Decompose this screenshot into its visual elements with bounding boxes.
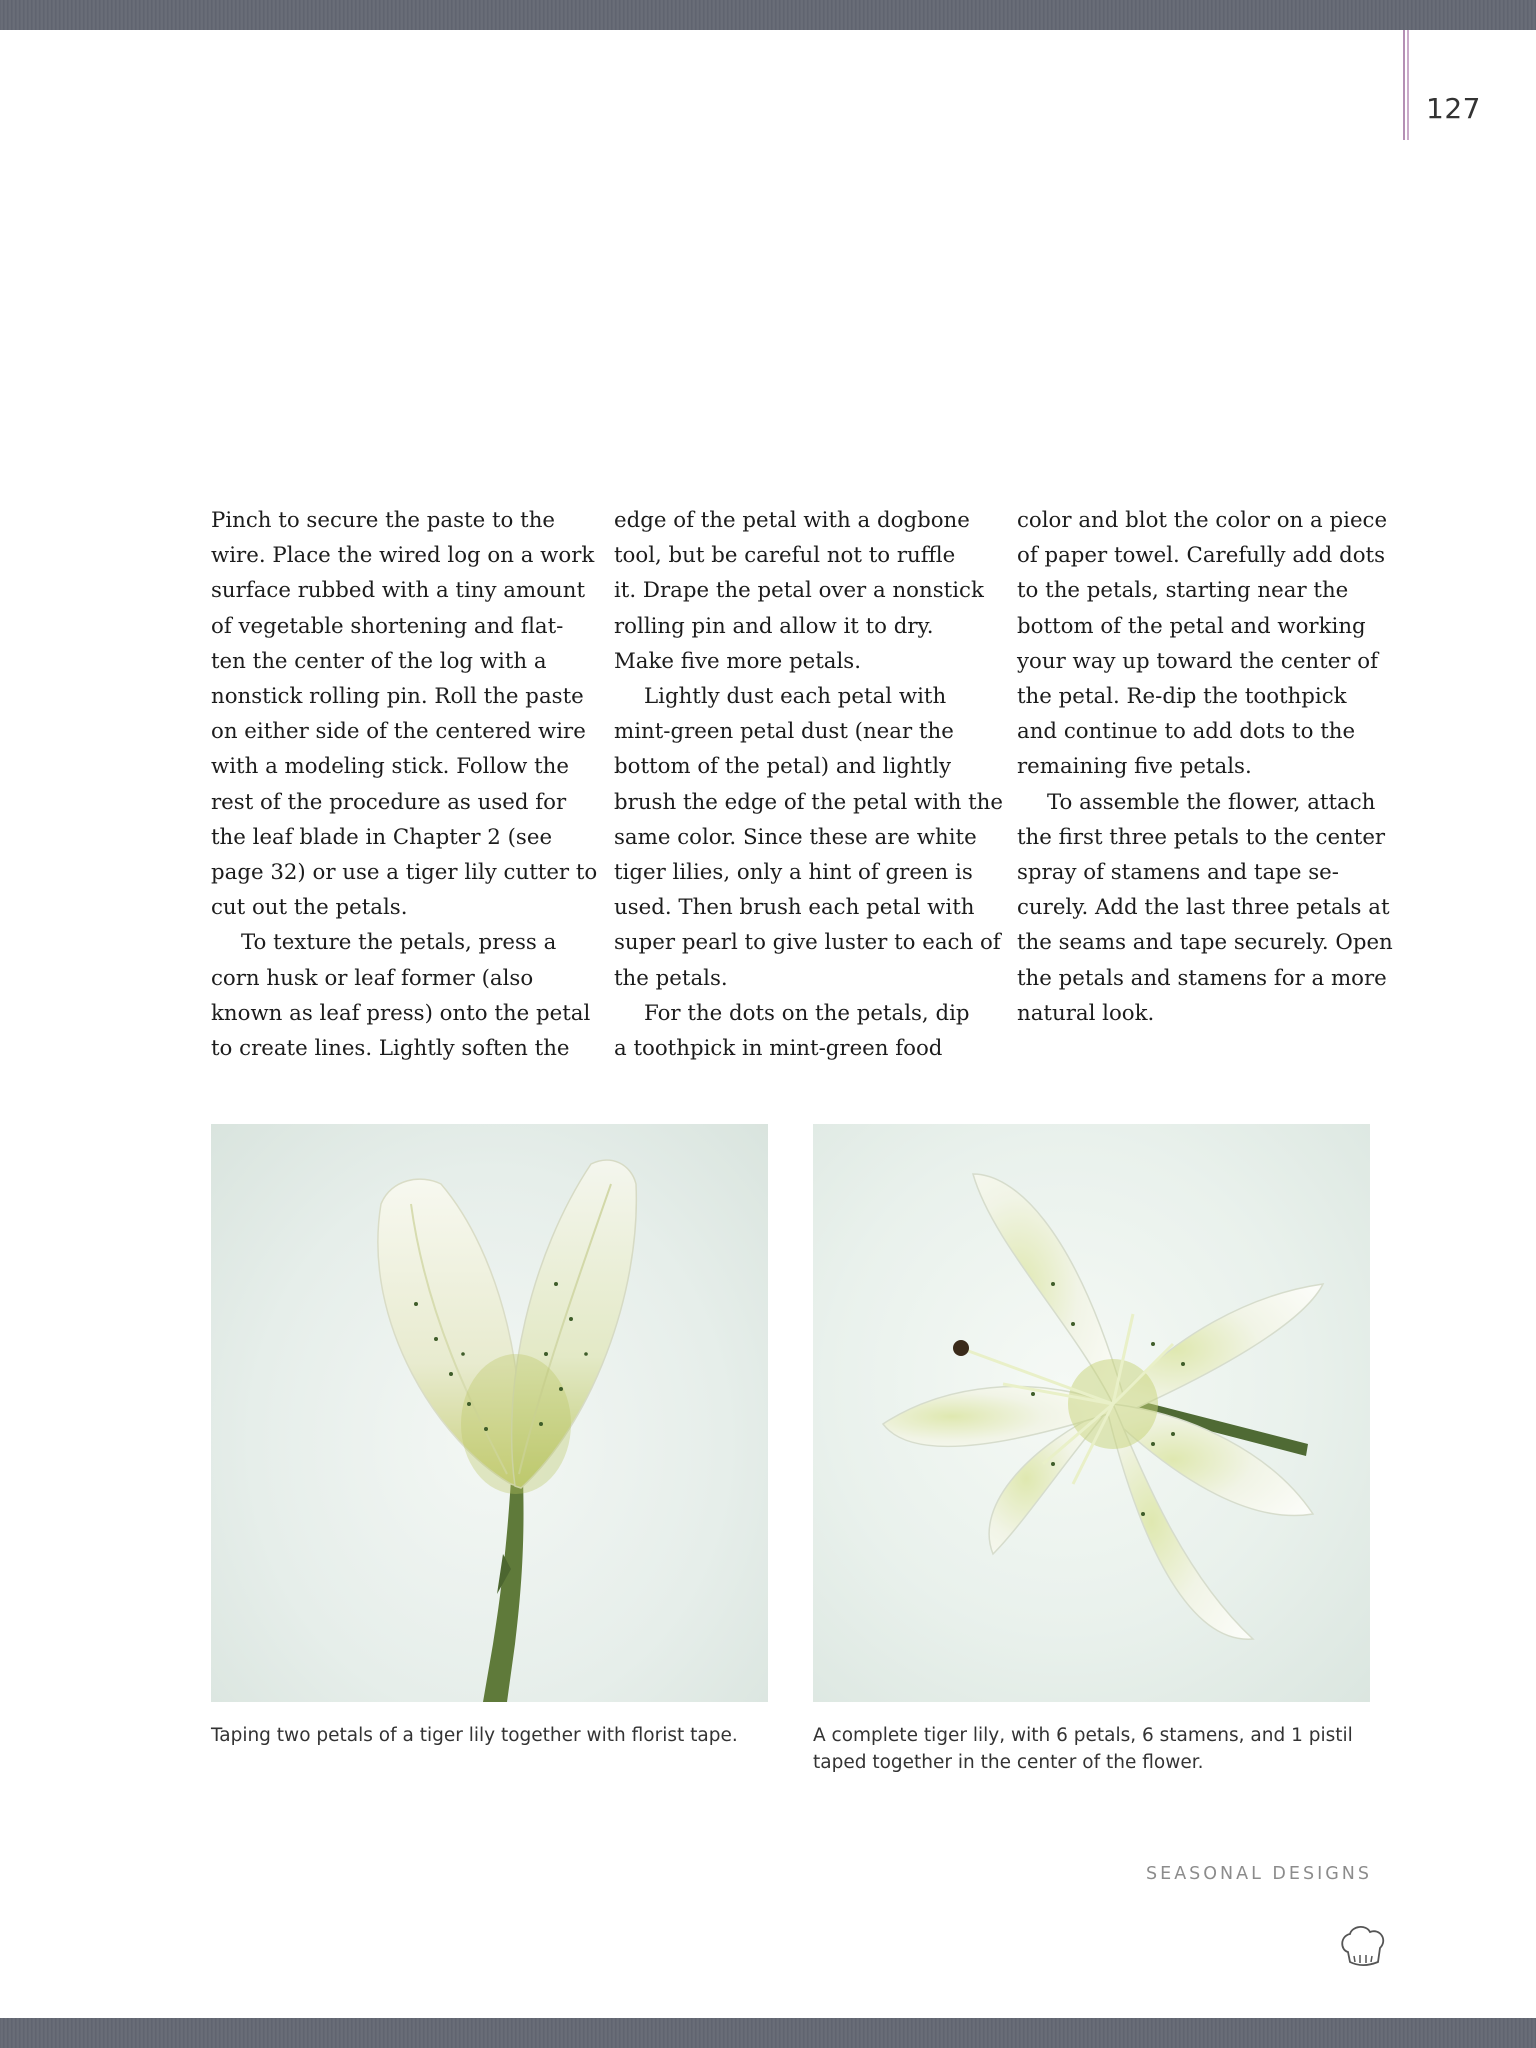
chef-hat-icon — [1338, 1922, 1390, 1974]
text-line: surface rubbed with a tiny amount — [211, 578, 586, 604]
text-line: a toothpick in mint-green food — [614, 1036, 943, 1062]
text-line: spray of stamens and tape se- — [1017, 860, 1339, 886]
text-line: to create lines. Lightly soften the — [211, 1036, 570, 1062]
text-line: page 32) or use a tiger lily cutter to — [211, 860, 598, 886]
body-text — [211, 503, 1393, 1066]
text-column-2 — [614, 503, 1003, 1066]
text-line: wire. Place the wired log on a work — [211, 543, 595, 569]
text-line: tiger lilies, only a hint of green is — [614, 860, 973, 886]
text-line: same color. Since these are white — [614, 824, 977, 850]
text-line: natural look. — [1017, 1000, 1155, 1026]
text-line: of vegetable shortening and flat- — [211, 613, 564, 639]
text-line: For the dots on the petals, dip — [644, 1000, 970, 1026]
text-line: Lightly dust each petal with — [644, 684, 947, 710]
text-line: cut out the petals. — [211, 895, 408, 921]
text-line: edge of the petal with a dogbone — [614, 508, 970, 533]
text-line: bottom of the petal and working — [1017, 613, 1366, 639]
text-column-1 — [211, 503, 598, 1066]
text-line: rest of the procedure as used for — [211, 789, 567, 815]
text-line: the first three petals to the center — [1017, 824, 1386, 850]
text-line: ten the center of the log with a — [211, 648, 547, 674]
complete-lily-illustration — [813, 1124, 1370, 1702]
two-petals-illustration — [211, 1124, 768, 1702]
text-line: curely. Add the last three petals at — [1017, 895, 1390, 921]
caption-right: A complete tiger lily, with 6 petals, 6 stamens, and 1 pistil taped together in the center of the flower. — [813, 1725, 1353, 1773]
photo-two-petals — [211, 1124, 768, 1702]
text-line: the petal. Re-dip the toothpick — [1017, 684, 1347, 710]
text-line: To texture the petals, press a — [241, 930, 557, 956]
text-line: it. Drape the petal over a nonstick — [614, 578, 984, 604]
text-line: the seams and tape securely. Open — [1017, 930, 1393, 956]
text-line: and continue to add dots to the — [1017, 719, 1356, 745]
text-line: to the petals, starting near the — [1017, 578, 1349, 604]
caption-left: Taping two petals of a tiger lily together with florist tape. — [211, 1725, 738, 1746]
text-line: known as leaf press) onto the petal — [211, 1000, 591, 1026]
text-line: brush the edge of the petal with the — [614, 789, 1003, 815]
text-line: super pearl to give luster to each of — [614, 930, 1001, 956]
text-line: remaining five petals. — [1017, 754, 1252, 780]
photo-complete-lily — [813, 1124, 1370, 1702]
text-column-3 — [1017, 503, 1393, 1066]
page-number-rule — [1403, 30, 1409, 140]
running-footer-section: SEASONAL DESIGNS — [1146, 1864, 1372, 1884]
text-line: nonstick rolling pin. Roll the paste — [211, 684, 584, 710]
bottom-border-band — [0, 2018, 1536, 2048]
text-line: bottom of the petal) and lightly — [614, 754, 952, 780]
text-line: To assemble the flower, attach — [1047, 789, 1376, 815]
text-line: color and blot the color on a piece — [1017, 508, 1388, 533]
text-line: tool, but be careful not to ruffle — [614, 543, 956, 569]
page-number: 127 — [1426, 92, 1481, 125]
text-line: of paper towel. Carefully add dots — [1017, 543, 1386, 569]
text-line: with a modeling stick. Follow the — [211, 754, 569, 780]
text-line: on either side of the centered wire — [211, 719, 586, 745]
text-line: used. Then brush each petal with — [614, 895, 975, 921]
text-line: Pinch to secure the paste to the — [211, 508, 556, 533]
text-line: the petals and stamens for a more — [1017, 965, 1387, 991]
text-line: the petals. — [614, 965, 728, 991]
text-line: your way up toward the center of — [1017, 648, 1378, 674]
text-line: mint-green petal dust (near the — [614, 719, 954, 745]
text-line: rolling pin and allow it to dry. — [614, 613, 934, 639]
top-border-band — [0, 0, 1536, 30]
text-line: the leaf blade in Chapter 2 (see — [211, 824, 553, 850]
text-line: Make five more petals. — [614, 648, 861, 674]
text-line: corn husk or leaf former (also — [211, 965, 534, 991]
